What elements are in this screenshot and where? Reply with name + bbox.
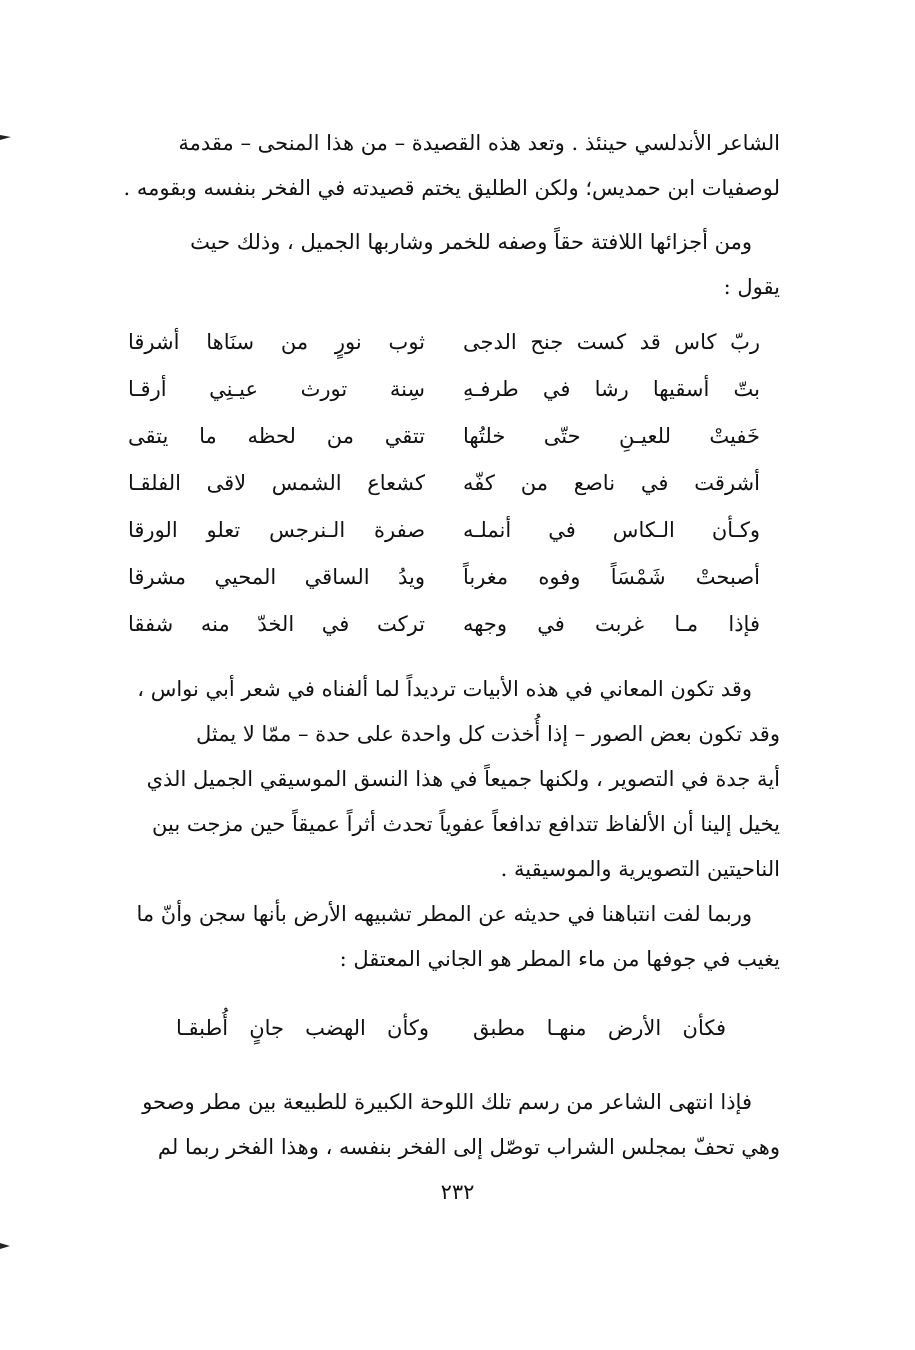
text-line: لوصفيات ابن حمديس؛ ولكن الطليق يختم قصيدته في الفخر بنفسه وبقومه . <box>123 176 780 200</box>
poem-verse <box>128 601 760 648</box>
text-line: وقد تكون بعض الصور – إذا أُخذت كل واحدة على حدة – ممّا لا يمثل <box>195 722 780 746</box>
verse-second-hemistich: ثوب نورٍ من سنَاها أشرقا <box>128 330 426 354</box>
verse-first-hemistich: أشرقت في ناصع من كفّه <box>462 471 760 495</box>
verse-second-hemistich: تركت في الخدّ منه شفقا <box>128 612 426 636</box>
poem-verse <box>128 319 760 366</box>
verse-second-hemistich: وكأن الهضب جانٍ أُطبقـا <box>176 1016 429 1040</box>
text-line: الشاعر الأندلسي حينئذ . وتعد هذه القصيدة – من هذا المنحى – مقدمة <box>178 131 780 155</box>
verse-second-hemistich: تتقي من لحظه ما يتقى <box>128 424 426 448</box>
text-line: يغيب في جوفها من ماء المطر هو الجاني المعتقل : <box>339 947 780 971</box>
text-line: الناحيتين التصويرية والموسيقية . <box>500 857 780 881</box>
poem-block <box>128 319 760 648</box>
verse-second-hemistich: صفرة الـنرجس تعلو الورقا <box>128 518 426 542</box>
verse-first-hemistich: فإذا مـا غربت في وجهه <box>462 612 760 636</box>
closing-paragraph <box>108 1080 780 1170</box>
text-line: وهي تحفّ بمجلس الشراب توصّل إلى الفخر بنفسه ، وهذا الفخر ربما لم <box>157 1135 780 1159</box>
poem-verse <box>128 413 760 460</box>
analysis-paragraph <box>108 667 780 892</box>
poem-verse <box>128 366 760 413</box>
verse-first-hemistich: وكـأن الـكاس في أنملـه <box>462 518 760 542</box>
poem-verse <box>128 554 760 601</box>
intro-paragraph <box>108 121 780 211</box>
verse-second-hemistich: ويدُ الساقي المحيي مشرقا <box>128 565 426 589</box>
quoted-verse <box>176 1004 726 1052</box>
text-line: وربما لفت انتباهنا في حديثه عن المطر تشبيهه الأرض بأنها سجن وأنّ ما <box>136 902 752 926</box>
poem-verse <box>128 507 760 554</box>
text-line: وقد تكون المعاني في هذه الأبيات ترديداً لما ألفناه في شعر أبي نواس ، <box>137 677 752 701</box>
page-number: ٢٣٢ <box>440 1180 475 1204</box>
verse-first-hemistich: بتّ أسقيها رشا في طرفـهِ <box>462 377 760 401</box>
binding-mark-icon <box>0 131 12 143</box>
verse-second-hemistich: كشعاع الشمس لاقى الفلقـا <box>128 471 426 495</box>
binding-mark-icon <box>0 1240 12 1252</box>
rain-paragraph <box>108 892 780 982</box>
poem-intro-paragraph <box>108 220 780 310</box>
verse-first-hemistich: ربّ كاس قد كست جنح الدجى <box>462 330 760 354</box>
poem-verse <box>128 460 760 507</box>
verse-first-hemistich: أصبحتْ شَمْسَاً وفوه مغرباً <box>462 565 760 589</box>
verse-first-hemistich: خَفيتْ للعيـنِ حتّى خلتُها <box>462 424 760 448</box>
text-line: يقول : <box>723 275 780 299</box>
text-line: ومن أجزائها اللافتة حقاً وصفه للخمر وشاربها الجميل ، وذلك حيث <box>190 230 752 254</box>
text-line: أية جدة في التصوير ، ولكنها جميعاً في هذا النسق الموسيقي الجميل الذي <box>146 767 780 791</box>
verse-second-hemistich: سِنة تورث عيـنِي أرقـا <box>128 377 426 401</box>
verse-first-hemistich: فكأن الأرض منهـا مطبق <box>473 1016 726 1040</box>
text-line: يخيل إلينا أن الألفاظ تتدافع تدافعاً عفوياً تحدث أثراً عميقاً حين مزجت بين <box>152 812 780 836</box>
text-line: فإذا انتهى الشاعر من رسم تلك اللوحة الكبيرة للطبيعة بين مطر وصحو <box>142 1090 752 1114</box>
